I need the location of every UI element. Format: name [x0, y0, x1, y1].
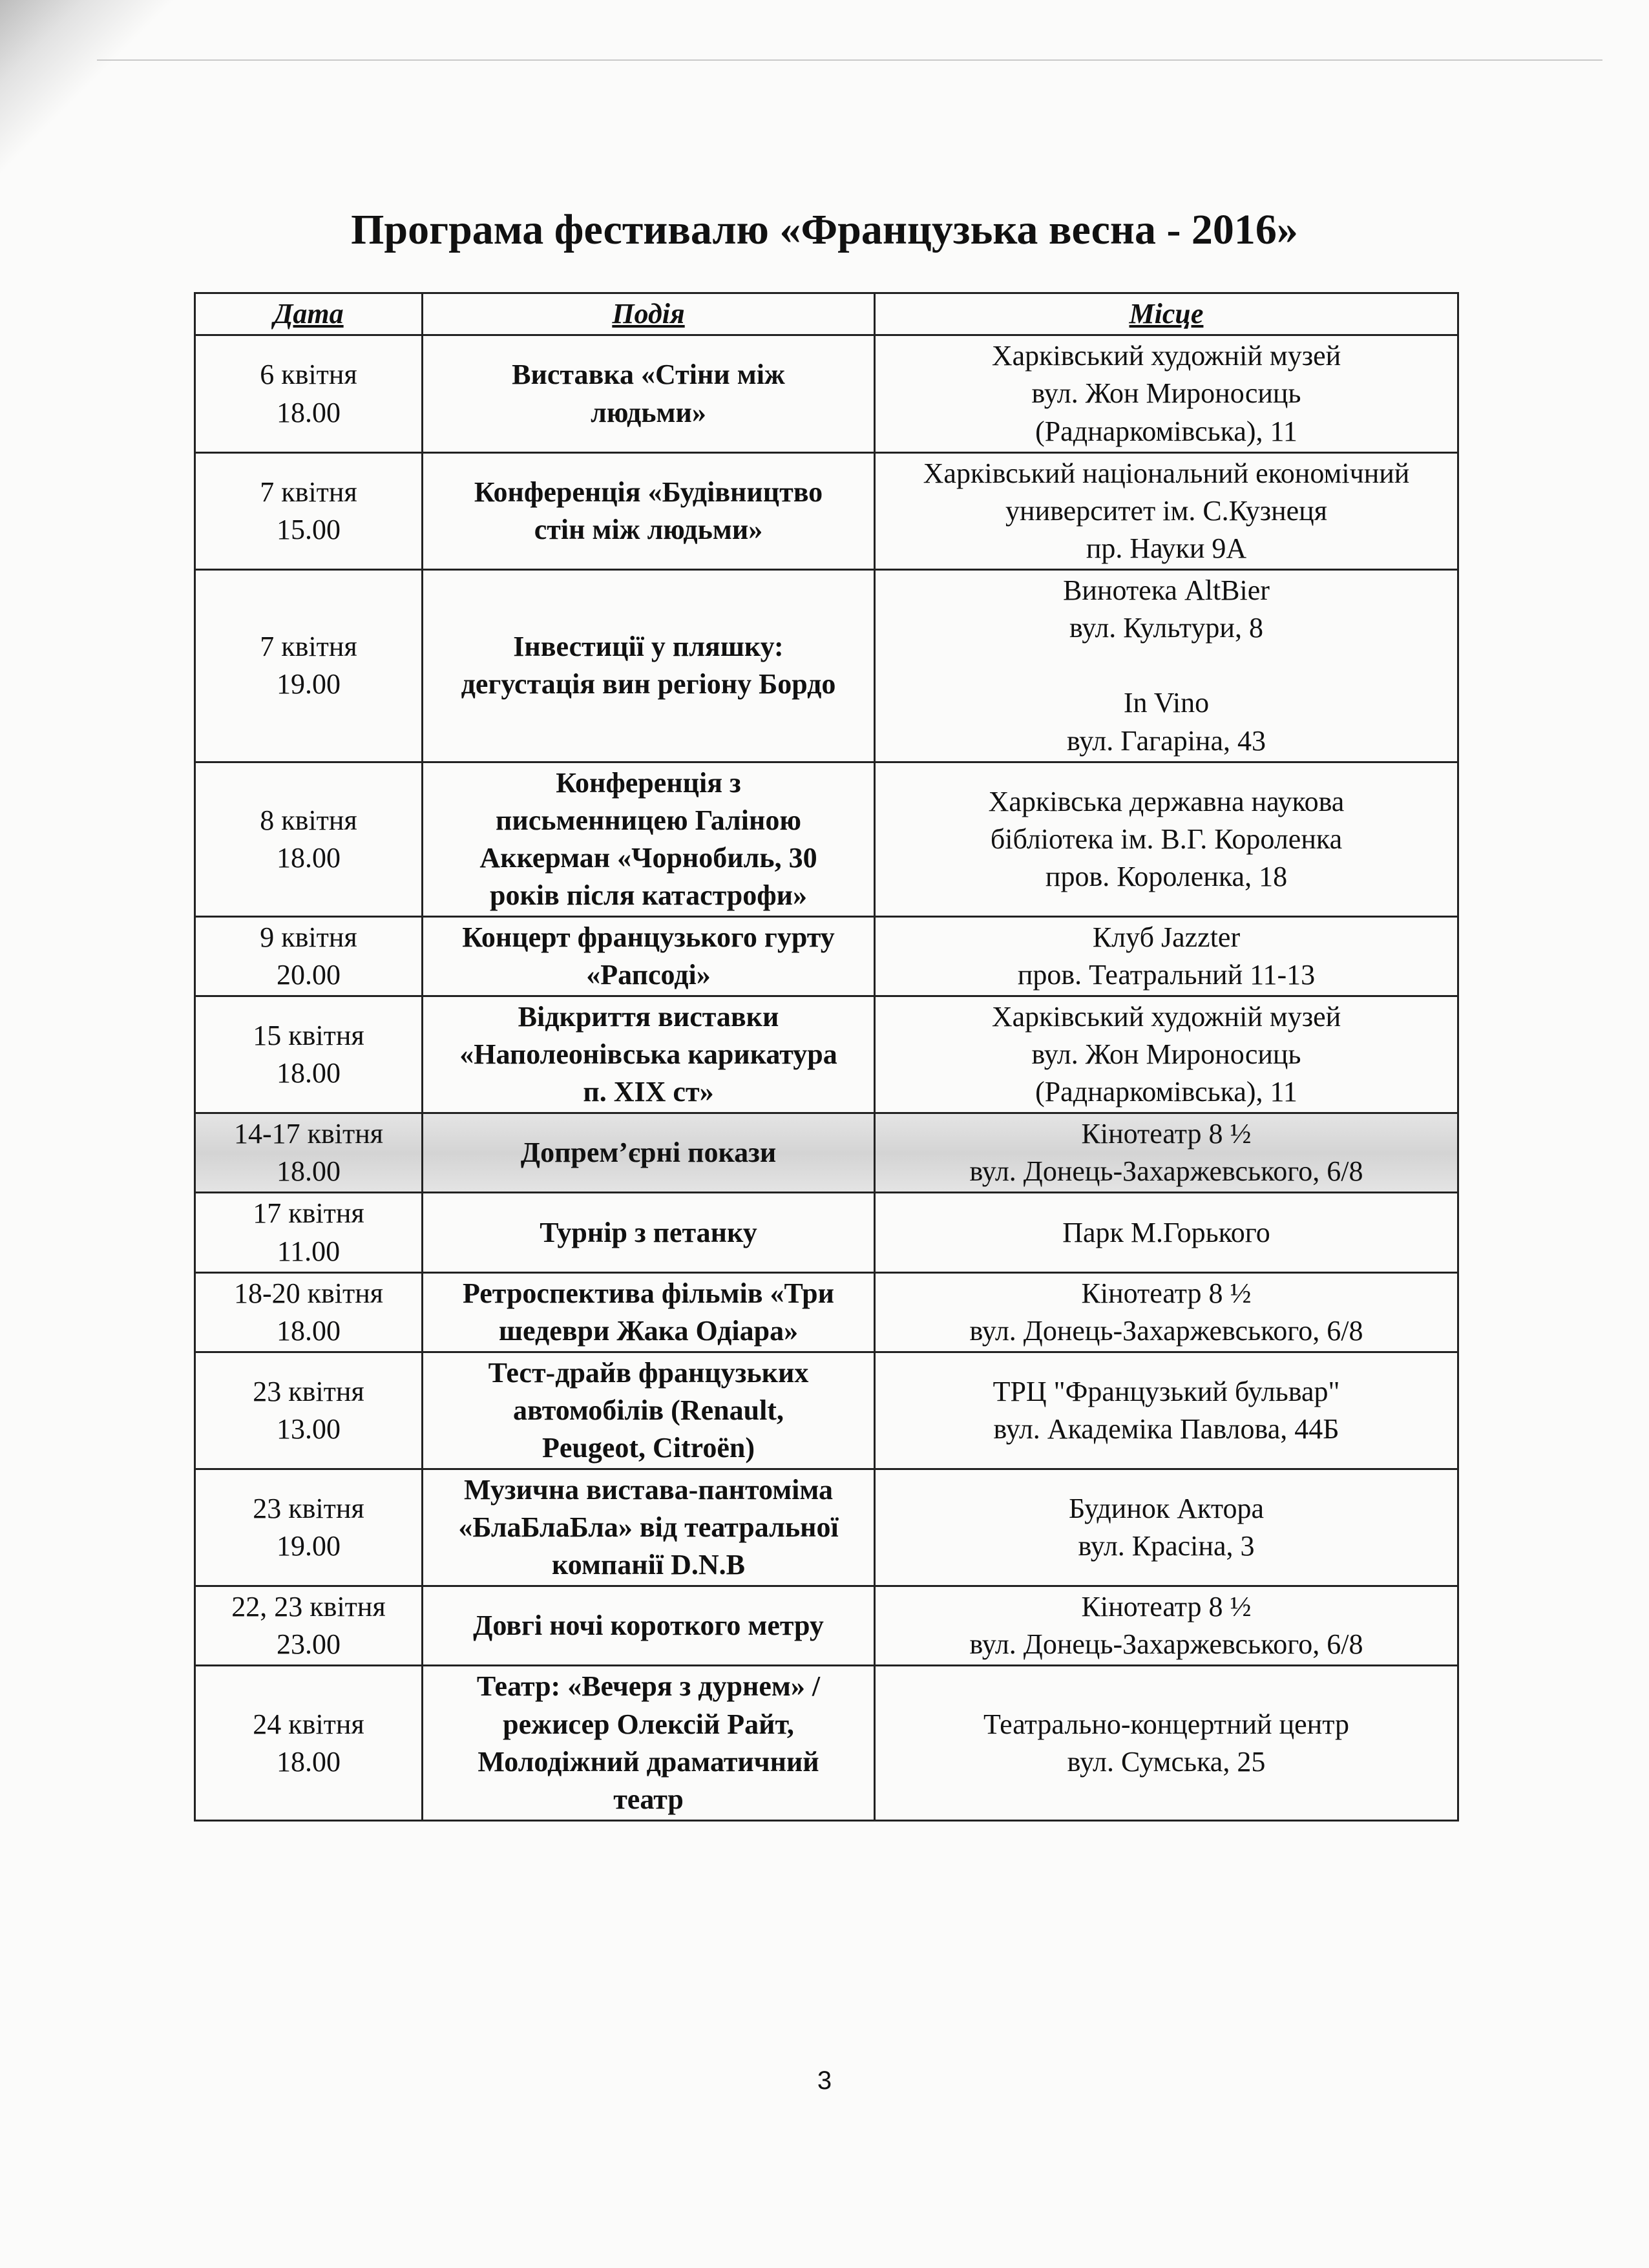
date-line: 17 квітня [253, 1197, 364, 1230]
table-row [195, 1586, 1458, 1666]
date-line: 20.00 [277, 959, 341, 991]
place-line [882, 647, 1451, 684]
event-line: театр [613, 1783, 684, 1815]
place-line: вул. Донець-Захаржевського, 6/8 [969, 1628, 1363, 1661]
place-line: Винотека AltBier [1063, 574, 1270, 607]
date-line: 24 квітня [253, 1708, 364, 1740]
place-cell [875, 1272, 1458, 1352]
place-line: Харківський національний економічний [923, 457, 1410, 489]
place-cell [875, 1469, 1458, 1586]
event-line: «БлаБлаБла» від театральної [458, 1511, 839, 1544]
event-line: автомобілів (Renault, [513, 1394, 784, 1426]
place-line: пров. Театральний 11-13 [1017, 959, 1316, 991]
header-date: Дата [195, 293, 423, 335]
event-cell [423, 996, 875, 1113]
event-line: Молодіжний драматичний [478, 1745, 819, 1778]
event-line: шедеври Жака Одіара» [498, 1314, 799, 1347]
date-line: 23.00 [277, 1628, 341, 1661]
place-line: вул. Академіка Павлова, 44Б [993, 1412, 1339, 1445]
event-line: письменницею Галіною [496, 804, 801, 836]
event-line: Театр: «Вечеря з дурнем» / [476, 1670, 821, 1703]
header-event: Подія [423, 293, 875, 335]
place-cell [875, 335, 1458, 453]
place-line: (Раднаркомівська), 11 [1035, 1076, 1297, 1108]
place-cell [875, 996, 1458, 1113]
event-line: компанії D.N.B [552, 1549, 745, 1581]
date-line: 18.00 [277, 1314, 341, 1347]
table-row [195, 1469, 1458, 1586]
table-row [195, 1666, 1458, 1820]
table-header-row [195, 293, 1458, 335]
program-table [194, 292, 1459, 1822]
place-line: Будинок Актора [1068, 1493, 1264, 1525]
event-line: стін між людьми» [534, 514, 763, 546]
place-line: (Раднаркомівська), 11 [1035, 415, 1297, 447]
place-line: вул. Донець-Захаржевського, 6/8 [969, 1155, 1363, 1188]
date-cell [195, 335, 423, 453]
event-line: людьми» [591, 396, 706, 428]
place-line: вул. Сумська, 25 [1067, 1745, 1266, 1778]
table-row [195, 335, 1458, 453]
table-row [195, 1113, 1458, 1193]
event-cell [423, 1666, 875, 1820]
page-number: 3 [817, 2066, 832, 2095]
event-cell [423, 762, 875, 916]
place-line: In Vino [1123, 687, 1210, 719]
date-line: 19.00 [277, 1530, 341, 1562]
table-row [195, 996, 1458, 1113]
place-cell [875, 762, 1458, 916]
place-line: Театрально-концертний центр [983, 1708, 1349, 1740]
event-line: Peugeot, Citroën) [541, 1431, 755, 1464]
event-line: п. XIX ст» [583, 1076, 714, 1108]
place-line: университет ім. С.Кузнеця [1005, 495, 1327, 527]
date-line: 18.00 [277, 841, 341, 874]
place-line: вул. Жон Мироносиць [1031, 377, 1301, 410]
place-line: Харківський художній музей [991, 1001, 1341, 1033]
place-line: вул. Культури, 8 [1069, 612, 1263, 644]
date-line: 22, 23 квітня [231, 1591, 386, 1623]
date-line: 6 квітня [260, 359, 357, 391]
date-line: 23 квітня [253, 1375, 364, 1407]
event-line: «Рапсоді» [586, 959, 711, 991]
date-cell [195, 916, 423, 996]
date-line: 18.00 [277, 396, 341, 428]
place-line: Кінотеатр 8 ½ [1081, 1591, 1252, 1623]
scan-shadow [0, 0, 194, 194]
date-cell [195, 1113, 423, 1193]
date-cell [195, 1666, 423, 1820]
event-line: Ретроспектива фільмів «Три [462, 1277, 834, 1309]
event-line: Виставка «Стіни між [512, 359, 785, 391]
date-cell [195, 996, 423, 1113]
page-title: Програма фестивалю «Французька весна - 2016» [351, 206, 1298, 253]
event-cell [423, 1193, 875, 1272]
event-line: Відкриття виставки [518, 1001, 779, 1033]
place-line: Харківська державна наукова [988, 785, 1345, 817]
event-line: Допрем’єрні покази [520, 1137, 777, 1169]
event-cell [423, 1352, 875, 1469]
table-body [195, 335, 1458, 1821]
event-line: Музична вистава-пантоміма [463, 1474, 834, 1506]
date-line: 7 квітня [260, 476, 357, 509]
date-cell [195, 1193, 423, 1272]
table-row [195, 1272, 1458, 1352]
place-line: Парк М.Горького [1062, 1216, 1270, 1248]
date-line: 14-17 квітня [233, 1118, 384, 1150]
table-row [195, 570, 1458, 762]
event-line: Концерт французького гурту [462, 921, 835, 953]
place-line: Кінотеатр 8 ½ [1081, 1118, 1252, 1150]
date-line: 18.00 [277, 1745, 341, 1778]
date-line: 23 квітня [253, 1493, 364, 1525]
event-cell [423, 1586, 875, 1666]
date-cell [195, 1586, 423, 1666]
event-line: Турнір з петанку [540, 1216, 757, 1248]
place-line: Харківський художній музей [991, 340, 1341, 372]
place-cell [875, 1113, 1458, 1193]
date-line: 18.00 [277, 1155, 341, 1188]
date-line: 9 квітня [260, 921, 357, 953]
place-cell [875, 570, 1458, 762]
event-cell [423, 570, 875, 762]
place-cell [875, 453, 1458, 570]
date-line: 19.00 [277, 668, 341, 700]
event-line: Тест-драйв французьких [488, 1356, 809, 1389]
event-cell [423, 335, 875, 453]
event-line: Інвестиції у пляшку: [513, 631, 784, 663]
date-cell [195, 762, 423, 916]
place-line: Кінотеатр 8 ½ [1081, 1277, 1252, 1309]
header-place: Місце [875, 293, 1458, 335]
event-line: «Наполеонівська карикатура [459, 1038, 837, 1071]
place-line: Клуб Jazzter [1092, 921, 1241, 953]
event-cell [423, 1113, 875, 1193]
place-cell [875, 1352, 1458, 1469]
place-line: пров. Короленка, 18 [1045, 860, 1288, 892]
date-cell [195, 1469, 423, 1586]
event-line: років після катастрофи» [489, 879, 808, 911]
date-cell [195, 453, 423, 570]
date-line: 15 квітня [253, 1020, 364, 1052]
place-cell [875, 916, 1458, 996]
date-cell [195, 570, 423, 762]
event-cell [423, 916, 875, 996]
date-line: 18.00 [277, 1057, 341, 1089]
place-line: вул. Красіна, 3 [1078, 1530, 1255, 1562]
place-line: вул. Гагаріна, 43 [1066, 724, 1266, 757]
date-line: 8 квітня [260, 804, 357, 836]
event-cell [423, 1272, 875, 1352]
place-line: вул. Донець-Захаржевського, 6/8 [969, 1314, 1363, 1347]
place-cell [875, 1666, 1458, 1820]
event-line: Довгі ночі короткого метру [473, 1610, 824, 1642]
place-cell [875, 1586, 1458, 1666]
place-line: бібліотека ім. В.Г. Короленка [990, 823, 1343, 855]
place-line: вул. Жон Мироносиць [1031, 1038, 1301, 1071]
table-row [195, 453, 1458, 570]
scan-edge-line [97, 59, 1602, 61]
date-line: 13.00 [277, 1412, 341, 1445]
table-row [195, 1352, 1458, 1469]
date-line: 18-20 квітня [233, 1277, 384, 1309]
event-line: Конференція з [556, 766, 741, 799]
date-line: 15.00 [277, 514, 341, 546]
event-line: Аккерман «Чорнобиль, 30 [479, 841, 817, 874]
date-line: 11.00 [277, 1235, 341, 1267]
place-line: пр. Науки 9А [1086, 532, 1247, 565]
table-row [195, 762, 1458, 916]
event-line: дегустація вин регіону Бордо [461, 668, 836, 700]
event-line: Конференція «Будівництво [474, 476, 823, 509]
event-cell [423, 453, 875, 570]
date-cell [195, 1352, 423, 1469]
date-cell [195, 1272, 423, 1352]
table-row [195, 916, 1458, 996]
event-line: режисер Олексій Райт, [503, 1708, 794, 1740]
date-line: 7 квітня [260, 631, 357, 663]
place-line: ТРЦ "Французький бульвар" [993, 1375, 1340, 1407]
event-cell [423, 1469, 875, 1586]
place-cell [875, 1193, 1458, 1272]
table-row [195, 1193, 1458, 1272]
